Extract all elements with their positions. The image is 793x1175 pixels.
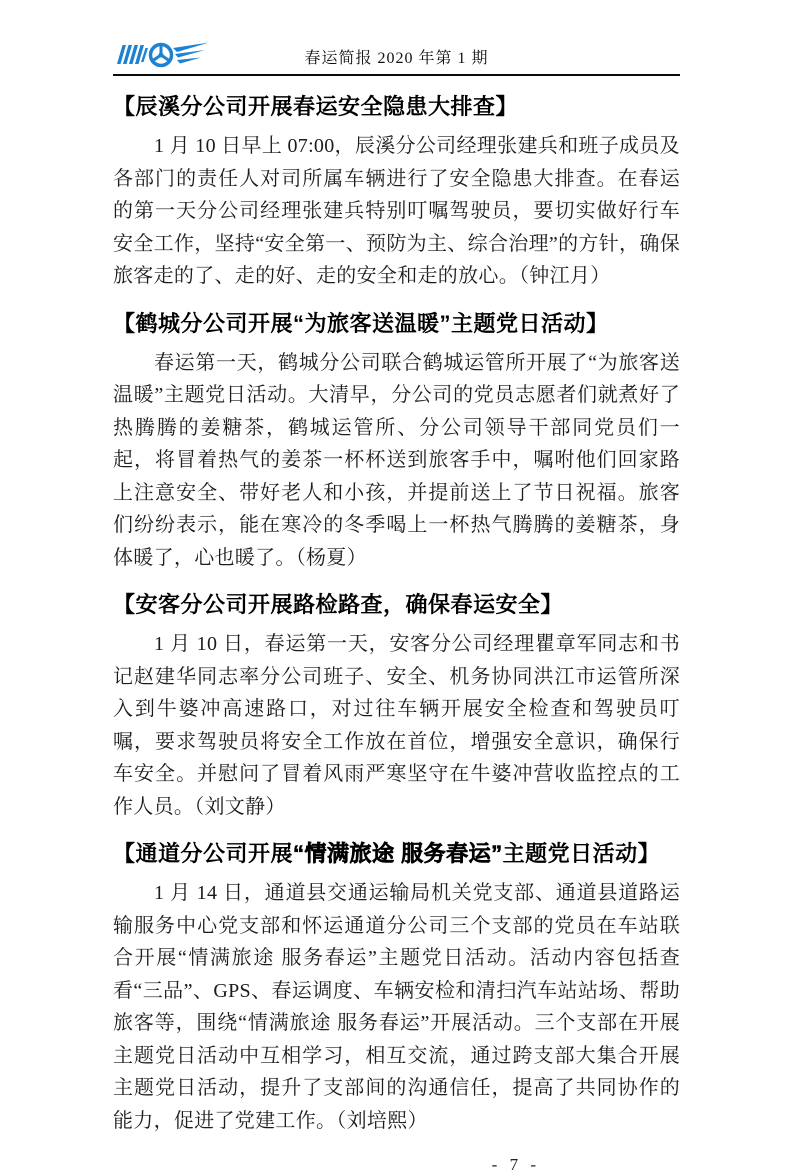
article [113, 839, 680, 1137]
bulletin-title: 春运简报 2020 年第 1 期 [304, 50, 489, 67]
heading-segment: 【鹤城分公司开展“为旅客送温暖”主题党日活动】 [113, 310, 609, 336]
article-paragraph: 1 月 10 日早上 07:00，辰溪分公司经理张建兵和班子成员及各部门的责任人对司所属车辆进行了安全隐患大排查。在春运的第一天分公司经理张建兵特别叮嘱驾驶员，要切实做好行车安全工作，坚持“安全第一、预防为主、综合治理”的方针，确保旅客走的了、走的好、走的安全和走的放心。（钟江月） [113, 135, 680, 287]
article-heading [113, 309, 680, 339]
article-paragraph: 1 月 10 日，春运第一天，安客分公司经理瞿章军同志和书记赵建华同志率分公司班子、安全、机务协同洪江市运管所深入到牛婆冲高速路口，对过往车辆开展安全检查和驾驶员叮嘱，要求驾驶员将安全工作放在首位，增强安全意识，确保行车安全。并慰问了冒着风雨严寒坚守在牛婆冲营收监控点的工作人员。（刘文静） [113, 633, 680, 818]
heading-segment: 【通道分公司开展 [113, 841, 294, 866]
article-list [113, 92, 680, 1137]
heading-segment-strong: “情满旅途 服务春运” [293, 841, 503, 866]
article-paragraph: 春运第一天，鹤城分公司联合鹤城运管所开展了“为旅客送温暖”主题党日活动。大清早，分公司的党员志愿者们就煮好了热腾腾的姜糖茶，鹤城运管所、分公司领导干部同党员们一起，将冒着热气的姜茶一杯杯送到旅客手中，嘱咐他们回家路上注意安全、带好老人和小孩，并提前送上了节日祝福。旅客们纷纷表示，能在寒冷的冬季喝上一杯热气腾腾的姜糖茶，身体暖了，心也暖了。（杨夏） [113, 351, 680, 569]
article-paragraph: 1 月 14 日，通道县交通运输局机关党支部、通道县道路运输服务中心党支部和怀运通道分公司三个支部的党员在车站联合开展“情满旅途 服务春运”主题党日活动。活动内容包括查看“三品”、GPS、春运调度、车辆安检和清扫汽车站站场、帮助旅客等，围绕“情满旅途 服务春运”开展活动。三个支部在开展主题党日活动中互相学习，相互交流，通过跨支部大集合开展主题党日活动，提升了支部间的沟通信任，提高了共同协作的能力，促进了党建工作。（刘培熙） [113, 882, 680, 1132]
heading-segment: 主题党日活动】 [502, 841, 661, 866]
article [113, 92, 680, 293]
article-heading [113, 92, 680, 122]
heading-segment: 【辰溪分公司开展春运安全隐患大排查】 [113, 94, 519, 119]
page-header [113, 0, 680, 76]
page-number: - 7 - [491, 1155, 540, 1174]
article-heading [113, 590, 680, 620]
heading-segment: 【安客分公司开展路检路查，确保春运安全】 [113, 592, 564, 617]
article-heading [113, 839, 680, 869]
article [113, 590, 680, 823]
article [113, 309, 680, 575]
content-column [113, 0, 680, 1175]
